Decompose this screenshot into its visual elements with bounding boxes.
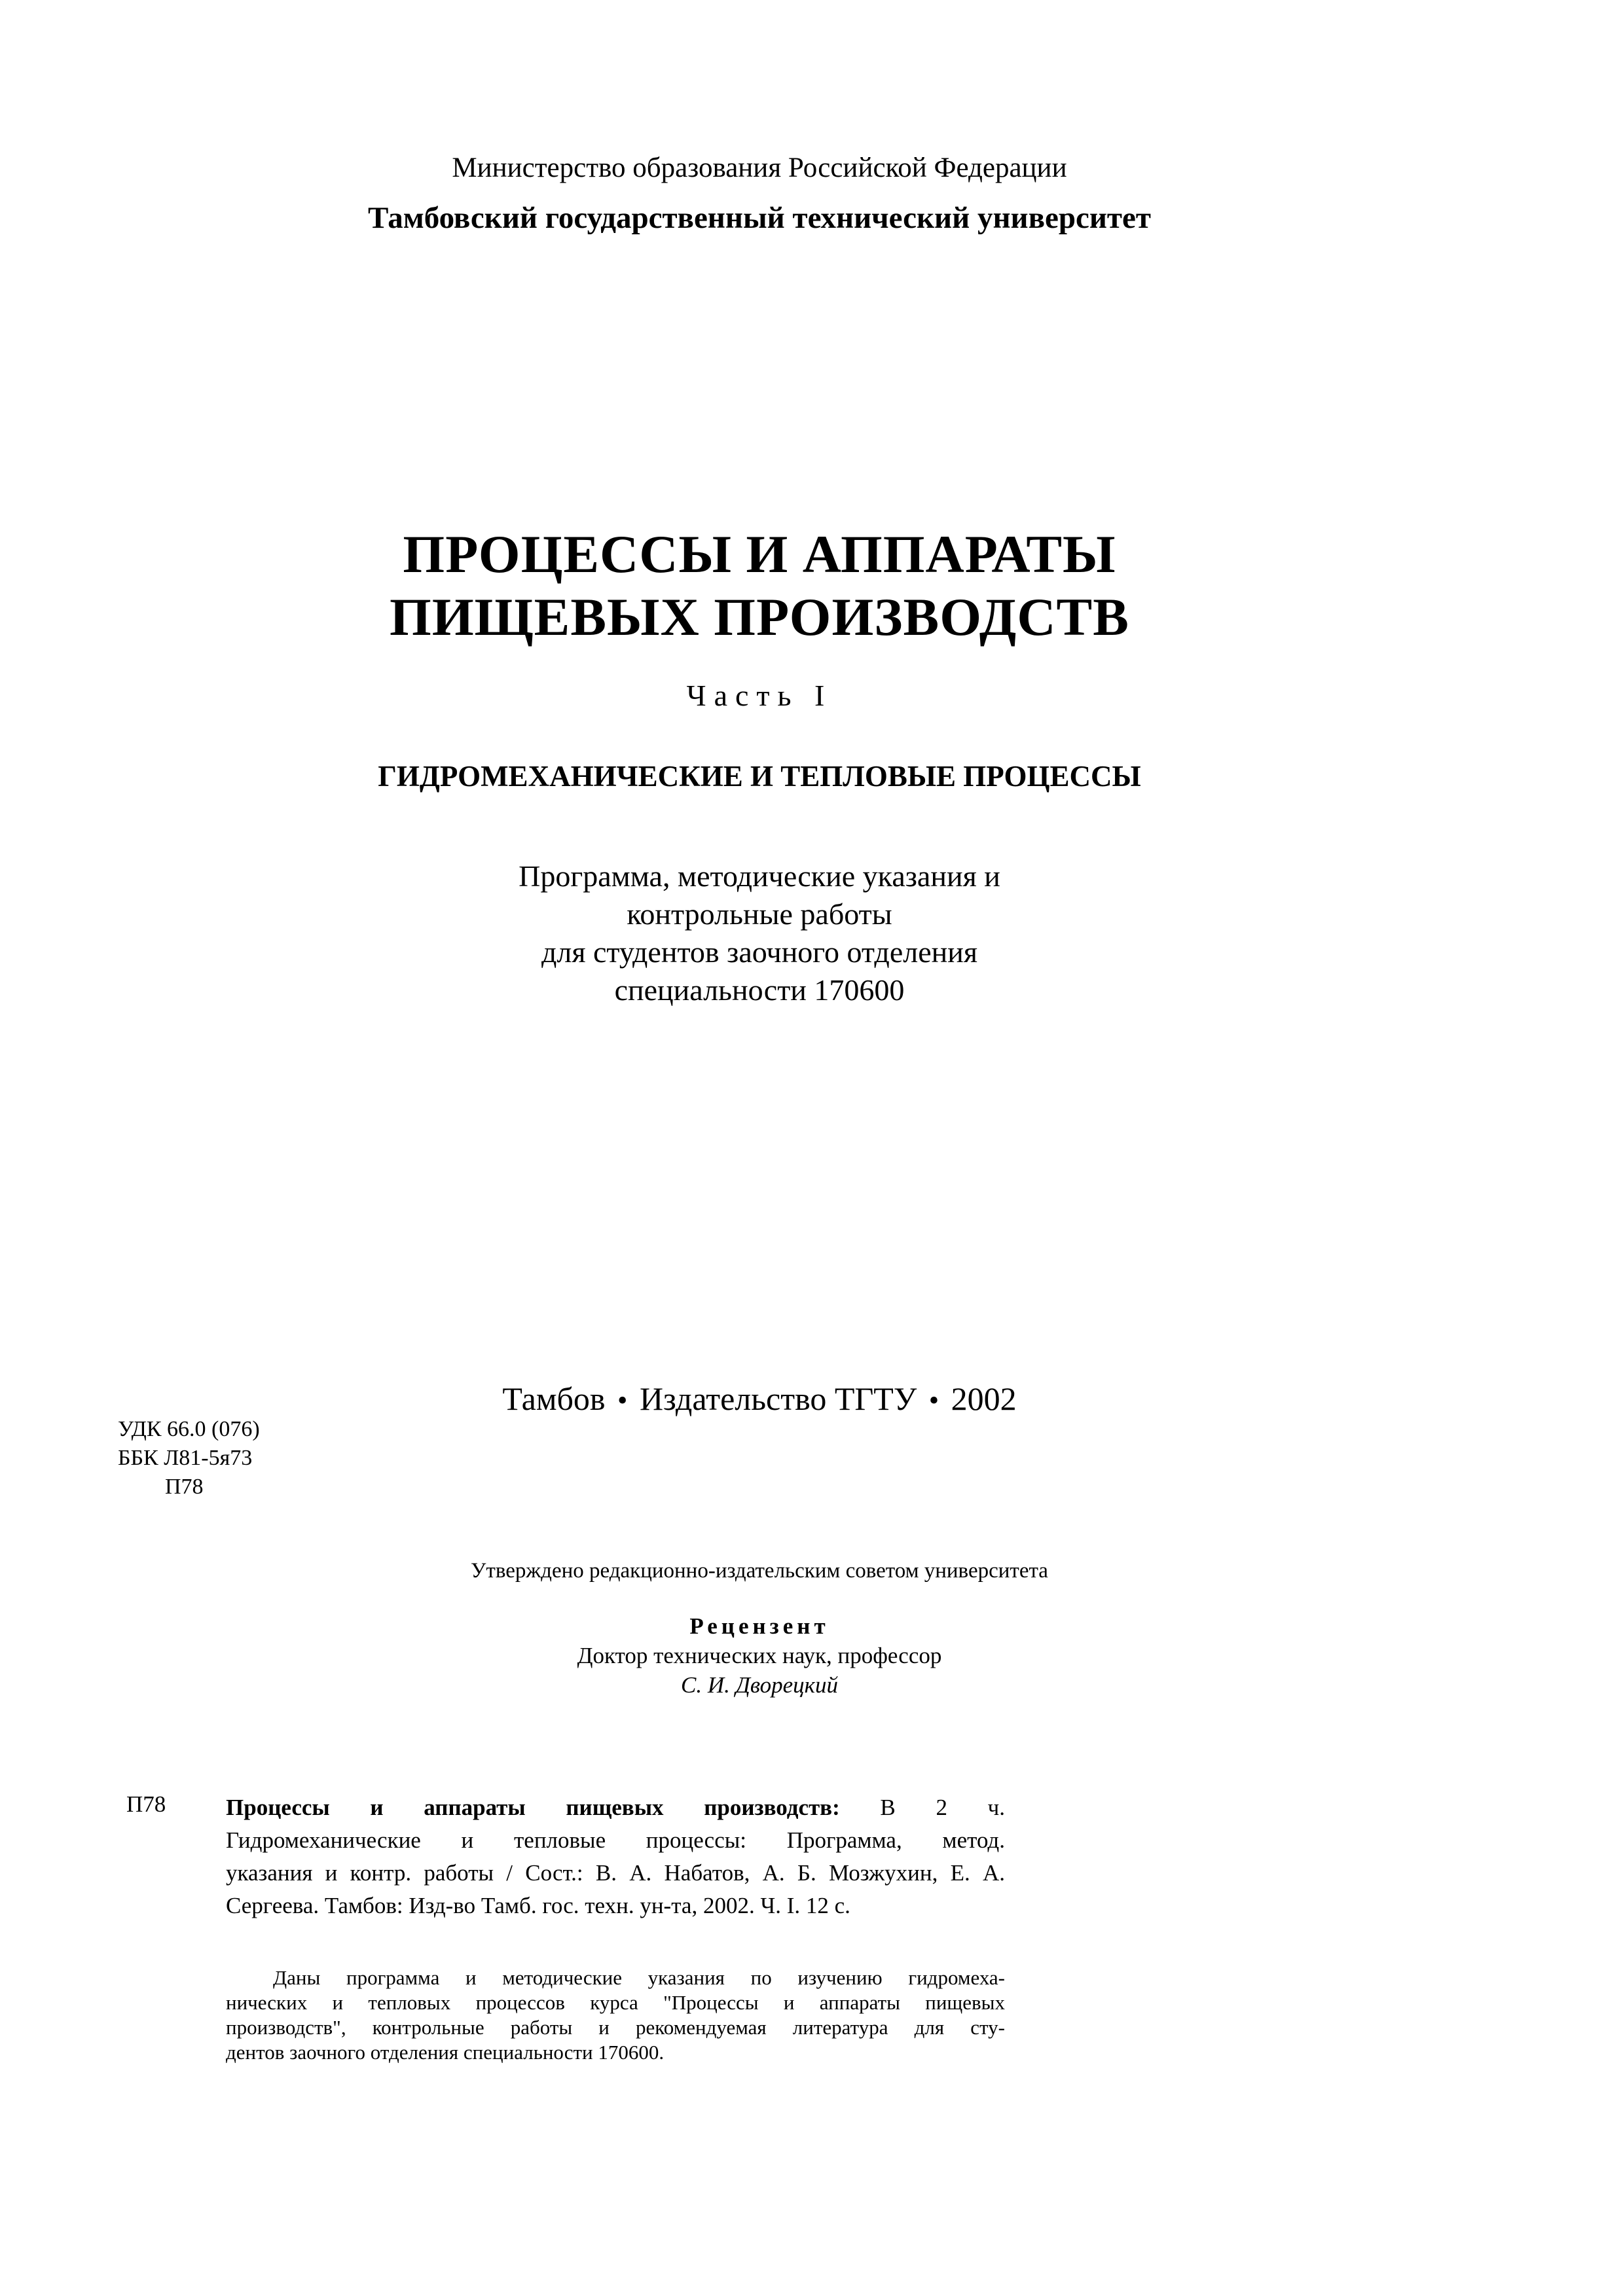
bibliography-line: указания и контр. работы / Сост.: В. А. Набатов, А. Б. Мозжухин, Е. А. (226, 1860, 1005, 1886)
author-code: П78 (165, 1475, 204, 1499)
imprint-publisher: Издательство ТГТУ (639, 1380, 917, 1417)
reviewer-title: Доктор технических наук, профессор (577, 1643, 942, 1668)
program-line: контрольные работы (627, 897, 892, 931)
bibliography-volumes: В 2 ч. (839, 1795, 1005, 1820)
main-title-line-1: ПРОЦЕССЫ И АППАРАТЫ (403, 524, 1116, 584)
udk-code: УДК 66.0 (076) (118, 1417, 260, 1441)
main-title-line-2: ПИЩЕВЫХ ПРОИЗВОДСТВ (390, 587, 1129, 647)
abstract (226, 1965, 1005, 2065)
part-label: Часть I (686, 679, 833, 712)
program-line: для студентов заочного отделения (541, 935, 978, 969)
imprint-line (0, 1380, 1519, 1418)
program-line: специальности 170600 (614, 973, 905, 1007)
university-name: Тамбовский государственный технический университет (368, 201, 1151, 235)
imprint-city: Тамбов (502, 1380, 606, 1417)
bibliographic-record (226, 1791, 1005, 1922)
bullet-separator: • (928, 1384, 939, 1416)
program-description (0, 857, 1519, 1009)
bullet-separator: • (617, 1384, 628, 1416)
reviewer-name: С. И. Дворецкий (680, 1672, 839, 1698)
abstract-line: Даны программа и методические указания по изучению гидромеха- (273, 1966, 1005, 1989)
bibliography-title: Процессы и аппараты пищевых производств: (226, 1795, 840, 1820)
abstract-line: производств", контрольные работы и рекомендуемая литература для сту- (226, 2016, 1005, 2039)
abstract-line: нических и тепловых процессов курса "Процессы и аппараты пищевых (226, 1991, 1005, 2014)
ministry-name: Министерство образования Российской Федерации (452, 152, 1067, 183)
bibliography-line (226, 1791, 1005, 1824)
abstract-line: дентов заочного отделения специальности 170600. (226, 2041, 665, 2064)
program-line: Программа, методические указания и (519, 859, 1000, 893)
approval-note: Утверждено редакционно-издательским советом университета (471, 1559, 1048, 1583)
reviewer-label: Рецензент (689, 1613, 830, 1639)
subtitle: ГИДРОМЕХАНИЧЕСКИЕ И ТЕПЛОВЫЕ ПРОЦЕССЫ (378, 760, 1141, 793)
bibliography-line: Сергеева. Тамбов: Изд-во Тамб. гос. техн. ун-та, 2002. Ч. I. 12 с. (226, 1893, 850, 1918)
imprint-year: 2002 (951, 1380, 1017, 1417)
classification-block (118, 1415, 260, 1501)
bbk-code: ББК Л81-5я73 (118, 1446, 253, 1470)
bibliography-line: Гидромеханические и тепловые процессы: Программа, метод. (226, 1827, 1005, 1853)
bibliography-code: П78 (126, 1791, 166, 1817)
